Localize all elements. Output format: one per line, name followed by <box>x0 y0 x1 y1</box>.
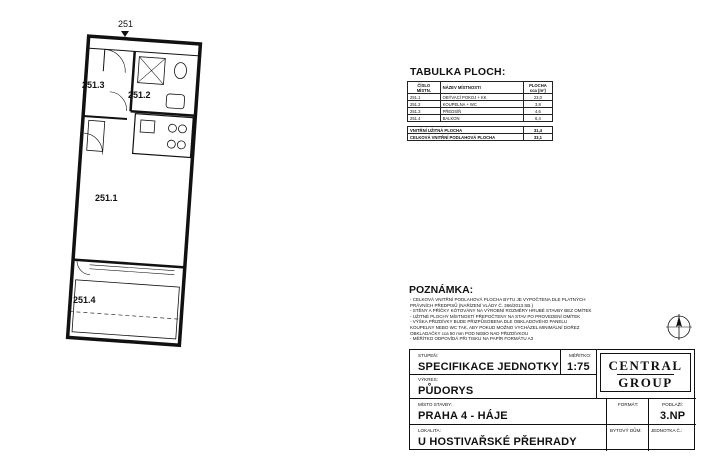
header-area-line1: PLOCHA <box>529 82 547 88</box>
room-name: BALKON <box>440 115 523 122</box>
header-number-line1: ČÍSLO <box>417 82 431 88</box>
room-label-251-2: 251.2 <box>128 90 151 100</box>
scale-value: 1:75 <box>567 361 590 373</box>
table-row <box>408 101 553 108</box>
sum-total-label: CELKOVÁ VNITŘNÍ PODLAHOVÁ PLOCHA <box>408 134 524 141</box>
room-number: 251.1 <box>408 94 441 101</box>
balcony-railing <box>72 280 179 339</box>
stage-value: SPECIFIKACE JEDNOTKY <box>418 361 559 373</box>
drawing-value: PŮDORYS <box>418 385 474 397</box>
room-label-251-3: 251.3 <box>82 80 105 90</box>
hob-ring <box>178 125 187 134</box>
table-row <box>408 108 553 115</box>
format-label: FORMÁT: <box>618 402 639 407</box>
unit-tag: 251 <box>118 19 134 29</box>
room-label-251-1: 251.1 <box>95 193 118 203</box>
notes-title: POZNÁMKA: <box>409 284 474 296</box>
hob-ring <box>168 124 177 133</box>
balcony-wall <box>73 260 185 268</box>
title-block <box>409 349 695 450</box>
hall-wall <box>83 116 127 119</box>
room-name: KOUPELNA + WC <box>440 101 523 108</box>
hob-ring <box>177 141 186 150</box>
door-swing <box>76 260 91 275</box>
table-row <box>408 115 553 122</box>
room-name: PŘEDSÍŇ <box>440 108 523 115</box>
note-line: KOUPELNY NEBO WC TAK, ABY POKUD MOŽNO VYCHÁZEL MINIMÁLNÍ DOŘEZ <box>410 324 580 330</box>
logo-line1: CENTRAL <box>608 358 683 373</box>
balcony-edge <box>69 311 181 319</box>
washbasin <box>166 94 185 109</box>
kitchen-sink <box>140 120 155 133</box>
note-line: OBKLADAČKY cca 50 mm POD NEBO NAD PŘIZDÍVKOU <box>410 330 529 336</box>
sum-usable-label: VNITŘNÍ UŽITNÁ PLOCHA <box>408 127 524 134</box>
note-line: PRÁVNÍCH PŘEDPISŮ (NAŘÍZENÍ VLÁDY Č. 366/2013 SB.) <box>410 302 533 308</box>
door-swing <box>103 49 126 72</box>
site-value: PRAHA 4 - HÁJE <box>418 410 508 422</box>
entry-arrow-icon <box>121 31 129 37</box>
area-table-title: TABULKA PLOCH: <box>410 66 506 78</box>
sum-usable-row <box>408 127 553 134</box>
central-group-logo <box>600 353 691 392</box>
hob-ring <box>167 140 176 149</box>
room-area: 4,6 <box>523 108 552 115</box>
floor-plan <box>0 0 400 350</box>
wardrobe <box>87 120 105 151</box>
note-line: - UŽITNÉ PLOCHY MÍSTNOSTÍ PŘEPOČTENY NA STAV PO PROVEDENÍ OMÍTEK <box>410 313 581 319</box>
stage-label: STUPEŇ: <box>418 353 438 358</box>
note-line: - STĚNY A PŘÍČKY KÓTOVÁNY NA VÝROBNÍ ROZMĚRY HRUBÉ STAVBY BEZ OMÍTEK <box>410 308 592 314</box>
area-table <box>407 81 553 141</box>
floor-label: PODLAŽÍ: <box>662 402 683 407</box>
toilet <box>174 62 187 79</box>
sum-total-value: 33,1 <box>523 134 552 141</box>
note-line: - MĚŘÍTKO ODPOVÍDÁ PŘI TISKU NA PAPÍR FORMÁTU A3 <box>410 336 534 342</box>
header-number-line2: MÍSTN. <box>416 87 431 93</box>
header-number <box>408 82 441 94</box>
room-area: 6,4 <box>523 115 552 122</box>
notes-list <box>410 297 640 342</box>
room-number: 251.3 <box>408 108 441 115</box>
note-line: - VÝŠKA PŘIZDÍVKY BUDE PŘIZPŮSOBENA DLE OBKLADOVÉHO PANELU <box>410 319 568 325</box>
unit-label: JEDNOTKA Č.: <box>651 428 683 433</box>
table-row <box>408 94 553 101</box>
drawing-label: VÝKRES: <box>418 377 438 382</box>
locality-label: LOKALITA: <box>418 428 441 433</box>
north-arrow-icon <box>665 313 693 341</box>
door-swing <box>109 92 128 111</box>
room-name: OBÝVACÍ POKOJ + KK <box>440 94 523 101</box>
sum-usable-value: 31,4 <box>523 127 552 134</box>
site-label: MÍSTO STAVBY: <box>418 402 453 407</box>
floor-value: 3.NP <box>660 410 686 422</box>
room-area: 23,0 <box>523 94 552 101</box>
room-number: 251.2 <box>408 101 441 108</box>
note-line: - CELKOVÁ VNITŘNÍ PODLAHOVÁ PLOCHA BYTU JE VYPOČTENA DLE PLATNÝCH <box>410 297 586 302</box>
sum-total-row <box>408 134 553 141</box>
room-label-251-4: 251.4 <box>73 295 96 305</box>
header-area <box>523 82 552 94</box>
header-name: NÁZEV MÍSTNOSTI <box>440 82 523 94</box>
building-label: BYTOVÝ DŮM: <box>610 428 642 433</box>
table-header-row <box>408 82 553 94</box>
locality-value: U HOSTIVAŘSKÉ PŘEHRADY <box>418 436 577 448</box>
scale-label: MĚŘÍTKO: <box>569 353 592 358</box>
room-area: 3,8 <box>523 101 552 108</box>
header-area-line2: cca (m²) <box>529 87 546 93</box>
shower-cross <box>138 57 166 85</box>
door-leaf <box>103 49 105 71</box>
bathroom-wall <box>131 51 135 111</box>
logo-line2: GROUP <box>618 375 673 390</box>
room-number: 251.4 <box>408 115 441 122</box>
